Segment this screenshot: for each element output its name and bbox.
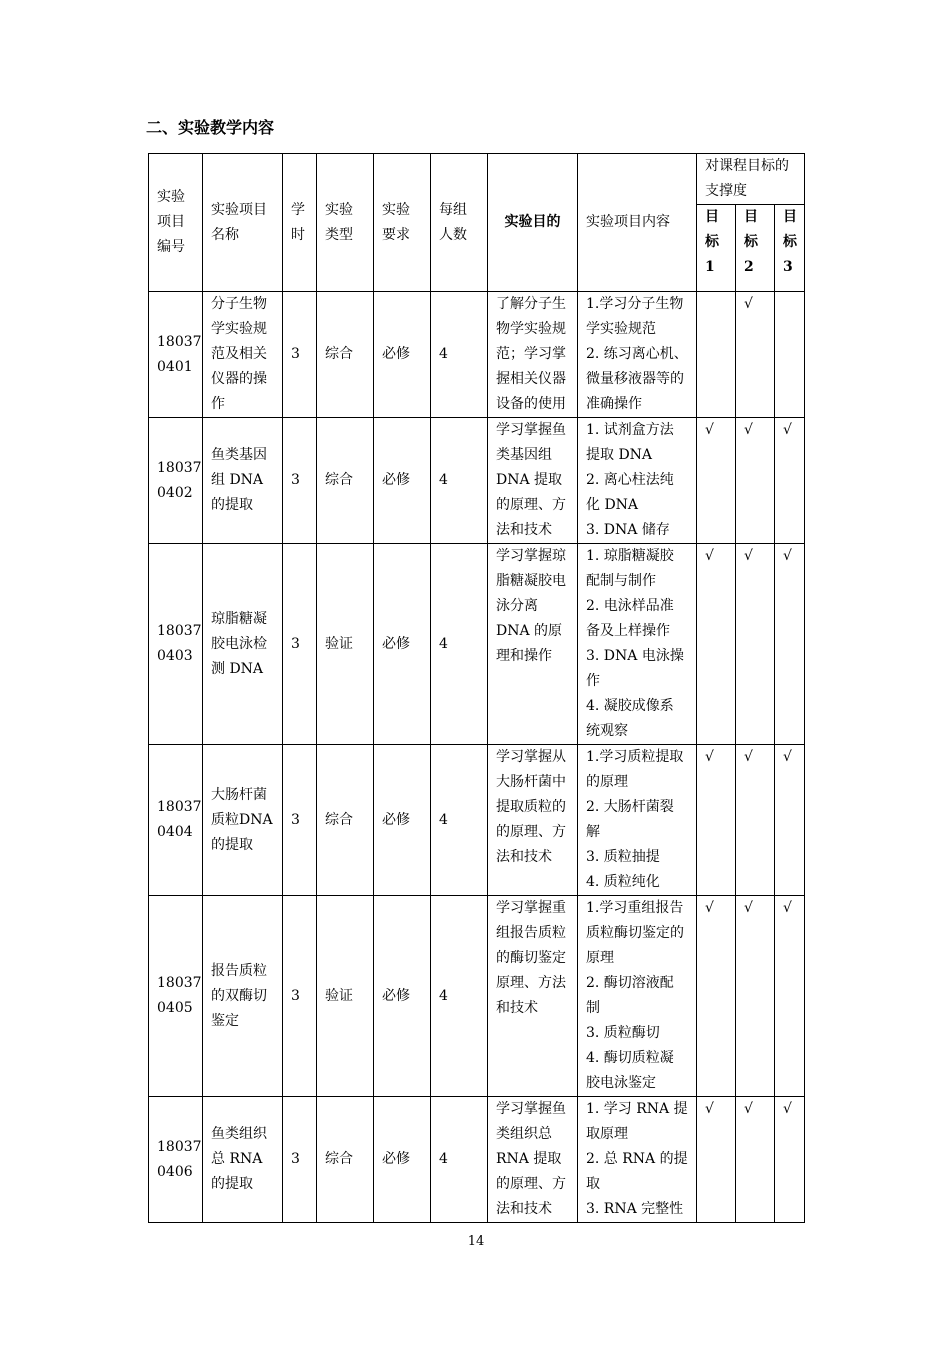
header-purpose: 实验目的 [488, 154, 578, 292]
cell-group-size: 4 [431, 292, 488, 418]
table-row [149, 544, 805, 745]
header-name: 实验项目 名称 [203, 154, 283, 292]
cell-group-size: 4 [431, 544, 488, 745]
cell-target-3: √ [775, 418, 805, 544]
header-target-3: 目 标 3 [775, 205, 805, 292]
cell-requirement: 必修 [374, 896, 431, 1097]
cell-group-size: 4 [431, 745, 488, 896]
cell-name: 报告质粒 的双酶切 鉴定 [203, 896, 283, 1097]
cell-name: 琼脂糖凝 胶电泳检 测 DNA [203, 544, 283, 745]
cell-hours: 3 [283, 896, 317, 1097]
cell-group-size: 4 [431, 418, 488, 544]
table-row [149, 292, 805, 418]
cell-purpose: 学习掌握重 组报告质粒 的酶切鉴定 原理、方法 和技术 [488, 896, 578, 1097]
header-hours: 学 时 [283, 154, 317, 292]
cell-target-2: √ [736, 745, 775, 896]
cell-requirement: 必修 [374, 544, 431, 745]
cell-name: 大肠杆菌 质粒DNA 的提取 [203, 745, 283, 896]
cell-content: 1.学习质粒提取 的原理 2. 大肠杆菌裂 解 3. 质粒抽提 4. 质粒纯化 [578, 745, 697, 896]
cell-requirement: 必修 [374, 418, 431, 544]
section-title: 二、实验教学内容 [146, 118, 275, 137]
cell-hours: 3 [283, 745, 317, 896]
header-type: 实验 类型 [317, 154, 374, 292]
cell-group-size: 4 [431, 1097, 488, 1223]
cell-target-2: √ [736, 292, 775, 418]
cell-purpose: 学习掌握鱼 类基因组 DNA 提取 的原理、方 法和技术 [488, 418, 578, 544]
header-group-size: 每组 人数 [431, 154, 488, 292]
header-target-1: 目 标 1 [697, 205, 736, 292]
header-target-2: 目 标 2 [736, 205, 775, 292]
cell-target-3: √ [775, 544, 805, 745]
cell-target-2: √ [736, 1097, 775, 1223]
cell-content: 1. 琼脂糖凝胶 配制与制作 2. 电泳样品准 备及上样操作 3. DNA 电泳操 作 4. 凝胶成像系 统观察 [578, 544, 697, 745]
cell-type: 综合 [317, 745, 374, 896]
page-number: 14 [467, 1234, 485, 1249]
cell-purpose: 学习掌握从 大肠杆菌中 提取质粒的 的原理、方 法和技术 [488, 745, 578, 896]
cell-name: 鱼类基因 组 DNA 的提取 [203, 418, 283, 544]
cell-hours: 3 [283, 418, 317, 544]
cell-hours: 3 [283, 292, 317, 418]
cell-target-2: √ [736, 418, 775, 544]
header-id: 实验 项目 编号 [149, 154, 203, 292]
cell-type: 综合 [317, 418, 374, 544]
table-row [149, 418, 805, 544]
cell-content: 1. 学习 RNA 提 取原理 2. 总 RNA 的提 取 3. RNA 完整性 [578, 1097, 697, 1223]
cell-target-1: √ [697, 544, 736, 745]
cell-target-3: √ [775, 896, 805, 1097]
cell-target-2: √ [736, 896, 775, 1097]
cell-purpose: 学习掌握琼 脂糖凝胶电 泳分离 DNA 的原 理和操作 [488, 544, 578, 745]
cell-type: 综合 [317, 1097, 374, 1223]
table-row [149, 745, 805, 896]
cell-id: 18037 0403 [149, 544, 203, 745]
cell-requirement: 必修 [374, 292, 431, 418]
cell-hours: 3 [283, 1097, 317, 1223]
cell-target-2: √ [736, 544, 775, 745]
cell-content: 1.学习分子生物 学实验规范 2. 练习离心机、 微量移液器等的 准确操作 [578, 292, 697, 418]
header-content: 实验项目内容 [578, 154, 697, 292]
table-row [149, 896, 805, 1097]
header-row [149, 154, 805, 205]
experiment-table [148, 153, 805, 1223]
cell-target-1: √ [697, 1097, 736, 1223]
header-support: 对课程目标的 支撑度 [697, 154, 805, 205]
cell-type: 验证 [317, 544, 374, 745]
cell-name: 鱼类组织 总 RNA 的提取 [203, 1097, 283, 1223]
cell-type: 验证 [317, 896, 374, 1097]
header-requirement: 实验 要求 [374, 154, 431, 292]
cell-content: 1.学习重组报告 质粒酶切鉴定的 原理 2. 酶切溶液配 制 3. 质粒酶切 4. 酶切质粒凝 胶电泳鉴定 [578, 896, 697, 1097]
cell-target-3: √ [775, 745, 805, 896]
cell-id: 18037 0405 [149, 896, 203, 1097]
cell-requirement: 必修 [374, 745, 431, 896]
cell-target-1: √ [697, 896, 736, 1097]
cell-type: 综合 [317, 292, 374, 418]
cell-id: 18037 0404 [149, 745, 203, 896]
cell-target-1: √ [697, 418, 736, 544]
cell-purpose: 学习掌握鱼 类组织总 RNA 提取 的原理、方 法和技术 [488, 1097, 578, 1223]
cell-id: 18037 0406 [149, 1097, 203, 1223]
cell-id: 18037 0402 [149, 418, 203, 544]
cell-content: 1. 试剂盒方法 提取 DNA 2. 离心柱法纯 化 DNA 3. DNA 储存 [578, 418, 697, 544]
cell-target-3 [775, 292, 805, 418]
table-row [149, 1097, 805, 1223]
cell-name: 分子生物 学实验规 范及相关 仪器的操 作 [203, 292, 283, 418]
cell-group-size: 4 [431, 896, 488, 1097]
cell-target-3: √ [775, 1097, 805, 1223]
cell-purpose: 了解分子生 物学实验规 范；学习掌 握相关仪器 设备的使用 [488, 292, 578, 418]
cell-hours: 3 [283, 544, 317, 745]
cell-requirement: 必修 [374, 1097, 431, 1223]
cell-target-1 [697, 292, 736, 418]
cell-id: 18037 0401 [149, 292, 203, 418]
cell-target-1: √ [697, 745, 736, 896]
